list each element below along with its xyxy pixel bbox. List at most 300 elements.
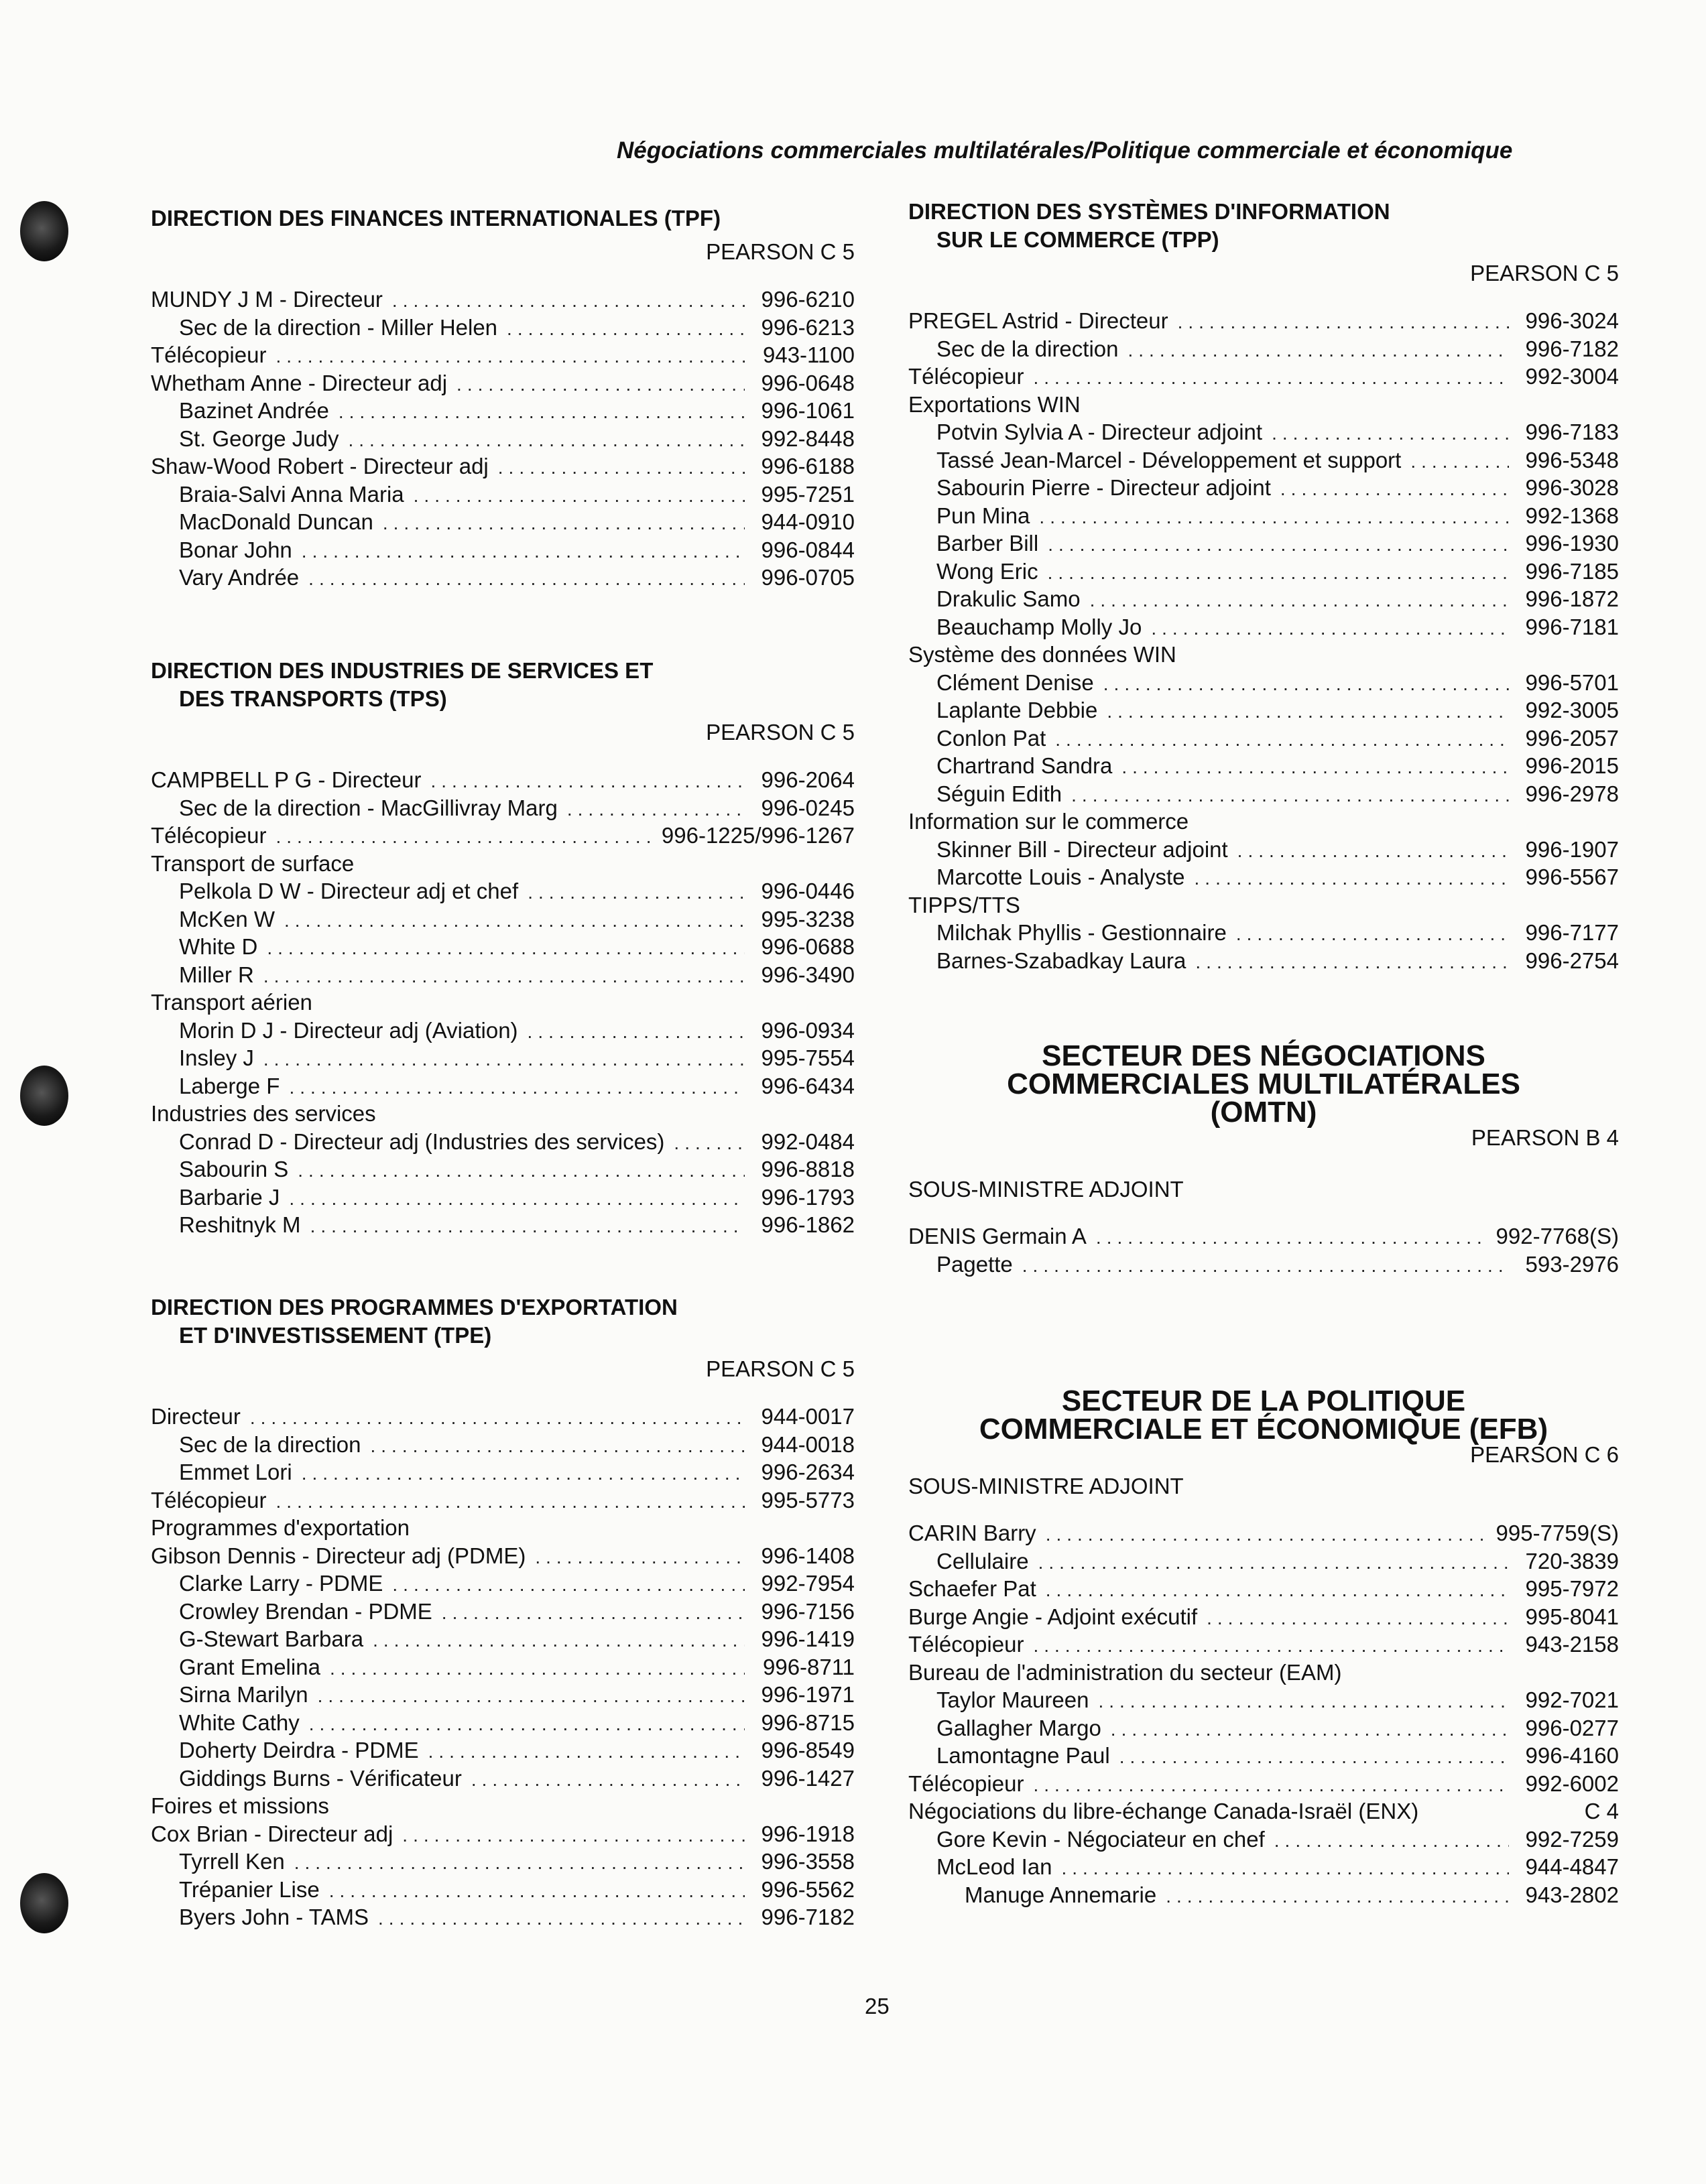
phone-number: 720-3839 [1525,1548,1619,1573]
list-item [151,1737,855,1765]
list-item [151,1487,855,1515]
entry-name: MUNDY J M - Directeur [151,287,383,312]
phone-number: 992-3005 [1525,698,1619,722]
directory-section [151,1293,855,1932]
dot-leader [284,907,745,934]
dot-leader [402,1822,745,1849]
entry-name: Cellulaire [936,1548,1029,1573]
dot-leader [1195,949,1509,976]
entry-name: Miller R [179,962,254,987]
list-item [151,453,855,481]
dot-leader [1033,1772,1509,1799]
phone-number: 996-0844 [761,537,855,562]
dot-leader [1128,337,1510,364]
dot-leader [392,1571,745,1598]
list-item [908,864,1619,892]
entry-name: Foires et missions [151,1793,329,1818]
entry-name: Télécopieur [151,823,267,848]
dot-leader [298,1157,745,1184]
entry-name: Reshitnyk M [179,1212,301,1237]
entry-name: Conrad D - Directeur adj (Industries des services) [179,1129,665,1154]
office-location: PEARSON B 4 [1471,1125,1619,1150]
entry-name: Programmes d'exportation [151,1515,410,1540]
list-item [151,481,855,509]
phone-number: 996-7183 [1525,420,1619,444]
list-item [908,1223,1619,1251]
dot-leader [250,1405,745,1431]
dot-leader [373,1627,745,1654]
entry-name: Système des données WIN [908,642,1176,667]
entry-name: Sabourin Pierre - Directeur adjoint [936,475,1271,500]
list-item [151,397,855,426]
phone-number: 992-6002 [1525,1771,1619,1796]
entry-name: Industries des services [151,1101,376,1126]
entry-name: Bonar John [179,537,292,562]
section-title-line: ET D'INVESTISSEMENT (TPE) [179,1323,492,1348]
phone-number: 996-5562 [761,1876,855,1902]
entry-name: Schaefer Pat [908,1576,1036,1601]
list-item [151,1793,855,1821]
dot-leader [392,287,745,314]
dot-leader [428,1738,745,1765]
entry-name: Beauchamp Molly Jo [936,614,1142,639]
section-title-line: SECTEUR DES NÉGOCIATIONS [1042,1039,1485,1072]
entry-name: Byers John - TAMS [179,1905,369,1929]
list-item [151,1626,855,1654]
entry-name: Conlon Pat [936,725,1046,751]
phone-number: 996-7182 [1525,336,1619,361]
entry-name: Drakulic Samo [936,586,1081,611]
phone-number: 995-7759(S) [1496,1521,1619,1545]
entry-name: Sec de la direction - MacGillivray Marg [179,795,558,820]
entry-name: Bureau de l'administration du secteur (EAM) [908,1659,1342,1685]
entry-name: Burge Angie - Adjoint exécutif [908,1604,1198,1629]
section-title [908,1039,1619,1129]
list-item [908,725,1619,753]
entry-name: Gore Kevin - Négociateur en chef [936,1826,1265,1852]
phone-number: 943-1100 [762,342,855,367]
list-item [151,1681,855,1710]
dot-leader [329,1878,745,1905]
office-location: PEARSON C 5 [706,720,855,745]
entry-name: Directeur [151,1404,241,1429]
dot-leader [330,1655,745,1682]
entry-name: Pun Mina [936,503,1030,528]
entry-name: Milchak Phyllis - Gestionnaire [936,920,1227,945]
list-item [151,1710,855,1738]
section-title-line: DIRECTION DES PROGRAMMES D'EXPORTATION [151,1295,678,1320]
phone-number: 996-0277 [1525,1715,1619,1740]
list-item [151,1904,855,1932]
list-item [908,558,1619,586]
entry-name: Télécopieur [908,1771,1024,1796]
office-location: PEARSON C 5 [1470,261,1619,285]
entry-name: Marcotte Louis - Analyste [936,864,1185,889]
list-item [151,1017,855,1045]
dot-leader [348,427,745,454]
dot-leader [535,1544,745,1571]
section-title-line: DIRECTION DES INDUSTRIES DE SERVICES ET [151,658,654,683]
phone-number: 996-2057 [1525,725,1619,751]
list-item [151,1156,855,1184]
entry-name: Cox Brian - Directeur adj [151,1821,393,1846]
entry-list [908,1223,1619,1279]
phone-number: 996-0688 [761,934,855,959]
list-item [151,767,855,795]
list-item [908,1548,1619,1576]
entry-name: Pelkola D W - Directeur adj et chef [179,879,519,903]
entry-name: Shaw-Wood Robert - Directeur adj [151,454,489,478]
entry-name: Wong Eric [936,558,1038,584]
dot-leader [1048,560,1509,586]
entry-name: Transport aérien [151,990,312,1015]
list-item [908,474,1619,503]
entry-name: Négociations du libre-échange Canada-Israël (ENX) [908,1799,1419,1823]
list-item [908,419,1619,447]
phone-number: 996-1225/996-1267 [661,823,855,848]
phone-number: 996-0705 [761,565,855,590]
section-title [151,204,855,233]
entry-list [908,1520,1619,1909]
list-item [151,1403,855,1431]
phone-number: 996-1419 [761,1626,855,1651]
list-item [908,1882,1619,1910]
dot-leader [1090,587,1509,614]
dot-leader [1195,865,1509,892]
entry-name: Whetham Anne - Directeur adj [151,370,448,395]
list-item [908,1854,1619,1882]
dot-leader [1236,921,1509,948]
phone-number: 996-7181 [1525,614,1619,639]
list-item [151,906,855,934]
dot-leader [498,454,745,481]
directory-section [151,204,855,592]
dot-leader [276,1488,745,1515]
dot-leader [528,879,745,906]
dot-leader [1098,1688,1509,1715]
list-item [151,564,855,592]
section-title-line: COMMERCIALES MULTILATÉRALES [1007,1068,1520,1100]
entry-name: Sabourin S [179,1157,289,1181]
phone-number: 996-0648 [761,370,855,395]
phone-number: 996-0245 [761,795,855,820]
list-item [151,370,855,398]
dot-leader [309,1711,745,1738]
section-title [151,1293,855,1350]
section-title-line: COMMERCIALE ET ÉCONOMIQUE (EFB) [979,1413,1548,1446]
directory-section [151,657,855,1240]
dot-leader [1022,1252,1509,1279]
list-item [151,850,855,879]
list-item [908,1604,1619,1632]
entry-name: Gibson Dennis - Directeur adj (PDME) [151,1543,526,1568]
entry-name: G-Stewart Barbara [179,1626,364,1651]
dot-leader [1033,365,1509,391]
phone-number: 996-2978 [1525,781,1619,806]
entry-name: Séguin Edith [936,781,1062,806]
phone-number: 996-2064 [761,767,855,792]
entry-list [908,308,1619,975]
entry-name: Sec de la direction [936,336,1119,361]
list-item [151,1543,855,1571]
dot-leader [263,1046,745,1073]
dot-leader [276,824,652,850]
entry-name: Taylor Maureen [936,1687,1089,1712]
dot-leader [430,768,745,795]
phone-number: 944-4847 [1525,1854,1619,1879]
phone-number: 995-3238 [761,906,855,932]
dot-leader [1071,782,1509,809]
dot-leader [1274,1827,1509,1854]
entry-name: TIPPS/TTS [908,892,1020,917]
phone-number: 996-1872 [1525,586,1619,611]
list-item [151,1598,855,1626]
list-item [151,537,855,565]
phone-number: 996-1907 [1525,836,1619,862]
entry-name: Skinner Bill - Directeur adjoint [936,836,1228,862]
dot-leader [339,399,745,426]
entry-name: Barbarie J [179,1184,280,1210]
list-item [908,1826,1619,1854]
dot-leader [1046,1521,1487,1548]
dot-leader [302,1460,745,1487]
dot-leader [1151,615,1509,642]
entry-name: Manuge Annemarie [965,1882,1157,1907]
phone-number: 996-6434 [761,1073,855,1098]
dot-leader [674,1130,745,1157]
phone-number: 995-7554 [761,1045,855,1070]
list-item [151,1431,855,1460]
list-item [151,1515,855,1543]
entry-name: Potvin Sylvia A - Directeur adjoint [936,420,1263,444]
section-title-line: SUR LE COMMERCE (TPP) [936,227,1219,252]
list-item [908,641,1619,669]
phone-number: 996-5348 [1525,447,1619,472]
phone-number: 996-1862 [761,1212,855,1237]
phone-number: 996-8711 [762,1654,855,1679]
office-location: PEARSON C 5 [706,1356,855,1381]
entry-name: Laplante Debbie [936,698,1098,722]
dot-leader [263,963,745,990]
entry-name: White D [179,934,258,959]
dot-leader [456,371,745,398]
page-header: Négociations commerciales multilatérales/Politique commerciale et économique [617,137,1513,164]
section-title-line: DES TRANSPORTS (TPS) [179,686,447,711]
dot-leader [1272,420,1509,447]
subheading: SOUS-MINISTRE ADJOINT [908,1474,1184,1498]
dot-leader [567,796,745,823]
phone-number: 996-7182 [761,1905,855,1929]
office-location: PEARSON C 6 [1470,1442,1619,1467]
list-item [908,1742,1619,1771]
dot-leader [267,935,745,962]
dot-leader [1119,1744,1509,1771]
list-item [151,1765,855,1793]
phone-number: 996-2634 [761,1460,855,1484]
entry-name: Bazinet Andrée [179,398,329,423]
dot-leader [289,1185,745,1212]
phone-number: 996-8818 [761,1157,855,1181]
list-item [908,1576,1619,1604]
dot-leader [371,1433,745,1460]
list-item [151,962,855,990]
list-item [908,530,1619,558]
section-title [151,657,855,713]
entry-name: Morin D J - Directeur adj (Aviation) [179,1017,518,1043]
dot-leader [442,1600,745,1626]
dot-leader [414,483,745,509]
dot-leader [318,1683,745,1710]
list-item [151,934,855,962]
phone-number: 996-6210 [761,287,855,312]
list-item [151,1876,855,1905]
list-item [908,1251,1619,1279]
entry-name: Tyrrell Ken [179,1849,285,1874]
entry-name: Gallagher Margo [936,1715,1101,1740]
phone-number: 996-1930 [1525,531,1619,556]
dot-leader [1055,726,1509,753]
dot-leader [310,1213,745,1240]
dot-leader [1280,476,1509,503]
list-item [151,1073,855,1101]
section-title [908,1385,1619,1446]
entry-name: Tassé Jean-Marcel - Développement et support [936,447,1402,472]
phone-number: 992-7021 [1525,1687,1619,1712]
phone-number: 996-8549 [761,1738,855,1762]
entry-list [151,1403,855,1932]
list-item [151,342,855,370]
phone-number: 996-5567 [1525,864,1619,889]
dot-leader [1121,754,1509,781]
list-item [908,391,1619,420]
dot-leader [302,538,745,565]
phone-number: 943-2158 [1525,1632,1619,1657]
dot-leader [1061,1855,1509,1882]
list-item [151,1129,855,1157]
punch-hole-middle [20,1066,68,1126]
list-item [151,1100,855,1129]
entry-name: Clarke Larry - PDME [179,1571,383,1596]
office-location: PEARSON C 5 [706,239,855,264]
list-item [151,1184,855,1212]
phone-number: 943-2802 [1525,1882,1619,1907]
dot-leader [471,1767,745,1793]
page-number: 25 [865,1994,890,2018]
section-title [908,198,1619,254]
dot-leader [1103,671,1509,698]
entry-name: Crowley Brendan - PDME [179,1598,432,1624]
phone-number: 996-7156 [761,1598,855,1624]
entry-name: Sirna Marilyn [179,1682,308,1707]
section-title-line: DIRECTION DES SYSTÈMES D'INFORMATION [908,199,1390,224]
phone-number: 996-1793 [761,1184,855,1210]
phone-number: 992-7259 [1525,1826,1619,1852]
list-item [151,509,855,537]
entry-name: Barber Bill [936,531,1039,556]
phone-number: 995-7251 [761,481,855,507]
entry-name: Insley J [179,1045,254,1070]
dot-leader [1039,504,1509,531]
list-item [908,614,1619,642]
entry-name: St. George Judy [179,426,339,451]
entry-name: Pagette [936,1251,1013,1277]
phone-number: 944-0018 [761,1431,855,1457]
entry-name: Grant Emelina [179,1654,320,1679]
list-item [908,892,1619,920]
phone-number: 996-6213 [761,314,855,340]
phone-number: 996-7185 [1525,558,1619,584]
phone-number: 992-8448 [761,426,855,451]
list-item [908,1715,1619,1743]
list-item [908,363,1619,391]
phone-number: 996-3490 [761,962,855,987]
phone-number: C 4 [1584,1799,1619,1823]
phone-number: 996-0446 [761,879,855,903]
list-item [908,919,1619,948]
entry-name: PREGEL Astrid - Directeur [908,308,1168,333]
dot-leader [378,1905,745,1932]
dot-leader [276,343,745,370]
dot-leader [1207,1605,1509,1632]
list-item [908,948,1619,976]
list-item [908,1798,1619,1826]
dot-leader [289,1074,745,1101]
list-item [908,1771,1619,1799]
phone-number: 996-5701 [1525,669,1619,695]
phone-number: 996-1061 [761,398,855,423]
dot-leader [1166,1883,1509,1910]
dot-leader [1048,531,1509,558]
phone-number: 996-6188 [761,454,855,478]
list-item [908,1687,1619,1715]
phone-number: 593-2976 [1525,1251,1619,1277]
phone-number: 992-7954 [761,1571,855,1596]
phone-number: 996-2015 [1525,753,1619,778]
entry-name: White Cathy [179,1710,300,1735]
list-item [908,808,1619,836]
list-item [151,878,855,906]
entry-name: Clément Denise [936,669,1094,695]
phone-number: 996-1408 [761,1543,855,1568]
entry-name: Télécopieur [908,364,1024,389]
phone-number: 944-0017 [761,1404,855,1429]
list-item [908,1520,1619,1548]
entry-list [151,767,855,1240]
dot-leader [1046,1577,1509,1604]
list-item [151,314,855,342]
phone-number: 996-1971 [761,1682,855,1707]
entry-name: Giddings Burns - Vérificateur [179,1765,462,1791]
list-item [908,1659,1619,1687]
punch-hole-top [20,201,68,261]
list-item [908,336,1619,364]
entry-name: Chartrand Sandra [936,753,1113,778]
entry-name: Braia-Salvi Anna Maria [179,481,404,507]
phone-number: 996-1918 [761,1821,855,1846]
dot-leader [383,510,745,537]
entry-name: Barnes-Szabadkay Laura [936,948,1186,973]
entry-name: Trépanier Lise [179,1876,320,1902]
entry-name: Sec de la direction [179,1431,361,1457]
list-item [151,1045,855,1073]
entry-name: Lamontagne Paul [936,1743,1110,1768]
directory-section [908,1039,1619,1279]
list-item [151,1459,855,1487]
phone-number: 996-8715 [761,1710,855,1735]
phone-number: 996-7177 [1525,920,1619,945]
phone-number: 944-0910 [761,509,855,534]
dot-leader [507,316,745,342]
